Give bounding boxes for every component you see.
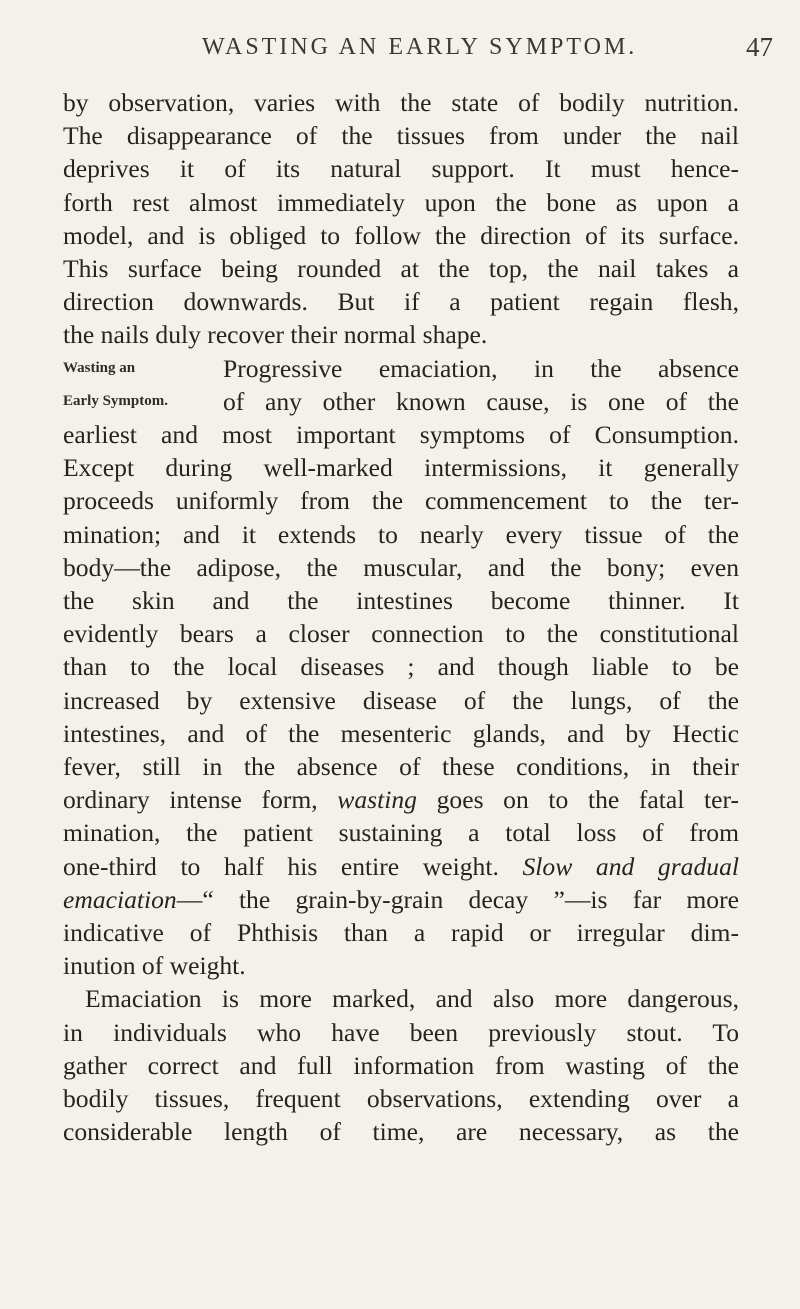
text-fragment: one-third to half his entire weight. <box>63 851 499 881</box>
text-line: Progressive emaciation, in the absence <box>223 353 739 383</box>
running-header <box>0 30 800 70</box>
margin-sidenote <box>63 352 205 418</box>
text-fragment: ordinary intense form, <box>63 785 318 815</box>
text-line: considerable length of time, are necessary, as the <box>63 1117 739 1147</box>
text-fragment: —“ the grain-by-grain decay ”—is far more <box>176 884 739 914</box>
italic-term: wasting <box>337 785 417 815</box>
text-line: gather correct and full information from wasting of the <box>63 1050 739 1080</box>
running-header-title: WASTING AN EARLY SYMPTOM. <box>202 34 638 60</box>
text-line: earliest and most important symptoms of Consumption. <box>63 420 739 450</box>
text-line: than to the local diseases ; and though liable to be <box>63 652 739 682</box>
text-line: proceeds uniformly from the commencement to the ter- <box>63 486 739 516</box>
paragraph-3 <box>63 982 739 1148</box>
paragraph-2 <box>63 352 739 983</box>
sidenote-line: Wasting an <box>63 359 136 376</box>
text-line: the nails duly recover their normal shape. <box>63 320 488 350</box>
text-line: mination; and it extends to nearly every tissue of the <box>63 519 739 549</box>
text-line: This surface being rounded at the top, the nail takes a <box>63 254 739 284</box>
text-line <box>63 850 739 883</box>
text-line: increased by extensive disease of the lungs, of the <box>63 685 739 715</box>
italic-term: Slow and gradual <box>522 851 739 881</box>
text-line: mination, the patient sustaining a total loss of from <box>63 818 739 848</box>
text-fragment: goes on to the fatal ter- <box>436 785 739 815</box>
text-line: the skin and the intestines become thinner. It <box>63 586 739 616</box>
text-line: fever, still in the absence of these conditions, in their <box>63 752 739 782</box>
text-line: deprives it of its natural support. It must hence- <box>63 154 739 184</box>
text-line: by observation, varies with the state of bodily nutrition. <box>63 88 739 117</box>
page-number: 47 <box>746 32 773 62</box>
text-line: Except during well-marked intermissions, it generally <box>63 453 739 483</box>
paragraph-1 <box>63 86 739 352</box>
sidenote-block <box>63 352 739 418</box>
text-line <box>63 883 739 916</box>
text-line: inution of weight. <box>63 951 246 981</box>
text-line: body—the adipose, the muscular, and the bony; even <box>63 552 739 582</box>
text-line: in individuals who have been previously stout. To <box>63 1017 739 1047</box>
text-line: direction downwards. But if a patient regain flesh, <box>63 287 739 317</box>
body-text <box>63 86 739 1149</box>
text-line: bodily tissues, frequent observations, extending over a <box>63 1084 739 1114</box>
text-line: evidently bears a closer connection to the constitutional <box>63 619 739 649</box>
sidenote-line: Early Symptom. <box>63 392 168 409</box>
text-line: The disappearance of the tissues from under the nail <box>63 121 739 151</box>
text-line: intestines, and of the mesenteric glands, and by Hectic <box>63 718 739 748</box>
text-line: of any other known cause, is one of the <box>223 386 739 416</box>
text-line: indicative of Phthisis than a rapid or irregular dim- <box>63 918 739 948</box>
italic-term: emaciation <box>63 884 177 914</box>
text-line: Emaciation is more marked, and also more dangerous, <box>85 984 739 1014</box>
text-line <box>63 783 739 816</box>
text-line: model, and is obliged to follow the direction of its surface. <box>63 220 739 250</box>
text-line: forth rest almost immediately upon the bone as upon a <box>63 187 739 217</box>
